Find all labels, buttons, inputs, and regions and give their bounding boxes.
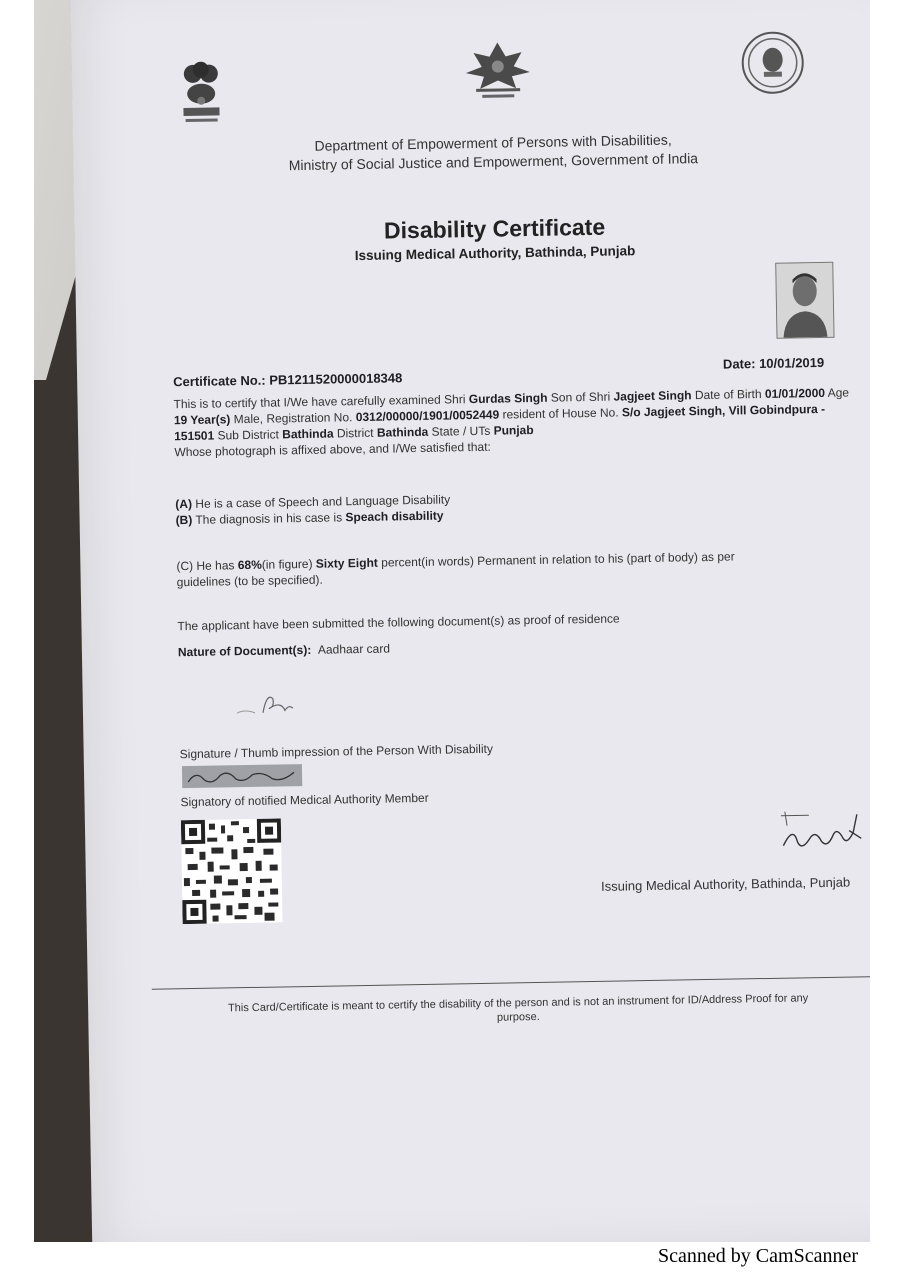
qr-code (181, 818, 283, 924)
medical-member-label: Signatory of notified Medical Authority Member (180, 790, 429, 810)
district: Bathinda (376, 424, 429, 440)
certificate-subtitle: Issuing Medical Authority, Bathinda, Punjab (354, 243, 636, 264)
text: Age (827, 385, 850, 400)
certificate-title: Disability Certificate (383, 213, 606, 244)
patient-name: Gurdas Singh (468, 390, 548, 407)
text: Son of Shri (550, 389, 611, 405)
accessible-india-logo-icon (461, 40, 534, 101)
text: State / UTs (431, 423, 491, 439)
department-line: Department of Empowerment of Persons with Disabilities, (314, 131, 672, 154)
thumb-impression-label: Signature / Thumb impression of the Person With Disability (179, 741, 494, 762)
text: Male, Registration No. (233, 410, 353, 427)
text: resident of House No. (502, 405, 619, 422)
text: District (336, 425, 374, 441)
member-signature (182, 764, 302, 788)
applicant-photo (775, 262, 834, 339)
punjab-seal-icon (739, 29, 806, 96)
residence-proof-line: The applicant have been submitted the following document(s) as proof of residence (177, 611, 620, 634)
clause-b (175, 508, 443, 529)
sub-district: Bathinda (282, 426, 334, 442)
father-name: Jagjeet Singh (613, 388, 692, 404)
clause-text: The diagnosis in his case is (195, 510, 343, 527)
document-label: Nature of Document(s): (177, 642, 312, 660)
disclaimer-note (152, 990, 870, 1031)
diagnosis-value: Speach disability (345, 508, 444, 525)
cert-no-value: PB1211520000018348 (269, 370, 403, 388)
date-of-birth: 01/01/2000 (764, 385, 826, 401)
clause-label: (A) (175, 496, 193, 512)
clause-text: percent(in words) Permanent in relation to his (part of body) as per (381, 549, 735, 570)
disability-percent-words: Sixty Eight (315, 555, 378, 571)
date-value: 10/01/2019 (758, 354, 825, 372)
age-value: 19 Year(s) (173, 412, 231, 428)
clause-text: (in figure) (261, 556, 313, 572)
footer-divider (152, 976, 870, 990)
certificate-number-line (173, 370, 402, 390)
disability-percent: 68% (237, 557, 262, 573)
address: Singh, Vill Gobindpura - 151501 (174, 401, 826, 444)
clause-text: guidelines (to be specified). (176, 572, 323, 590)
clause-text: He has (196, 558, 235, 573)
text: Date of Birth (694, 386, 762, 403)
clause-label: (C) (176, 558, 194, 574)
disclaimer-line: purpose. (496, 1010, 540, 1024)
house-number: S/o Jagjeet (621, 404, 686, 420)
document-value: Aadhaar card (317, 641, 391, 657)
text: Sub District (217, 427, 280, 443)
disclaimer-line: This Card/Certificate is meant to certify the disability of the person and is not an instrument for ID/Address Proof for any (227, 992, 809, 1015)
camscanner-watermark: Scanned by CamScanner (658, 1245, 858, 1267)
applicant-signature (233, 688, 313, 717)
cert-no-label: Certificate No.: (173, 372, 266, 390)
text: Whose photograph is affixed above, and I/We satisfied that: (174, 439, 491, 460)
clause-c (176, 546, 866, 590)
scanned-photo (34, 0, 870, 1242)
registration-number: 0312/00000/1901/0052449 (355, 407, 500, 425)
clause-text: He is a case of Speech and Language Disability (195, 492, 451, 511)
certificate-paper (70, 0, 870, 1242)
ministry-line: Ministry of Social Justice and Empowerment, Government of India (288, 150, 699, 174)
document-line (178, 641, 390, 661)
date-line (723, 355, 824, 373)
date-label: Date: (722, 356, 756, 372)
state: Punjab (493, 422, 534, 438)
issuing-authority-label: Issuing Medical Authority, Bathinda, Punjab (600, 874, 851, 894)
text: This is to certify that I/We have carefully examined Shri (173, 392, 466, 412)
clause-label: (B) (175, 512, 193, 528)
ashoka-emblem-icon (177, 55, 226, 126)
certification-paragraph (173, 384, 864, 460)
authority-signature (775, 804, 866, 861)
